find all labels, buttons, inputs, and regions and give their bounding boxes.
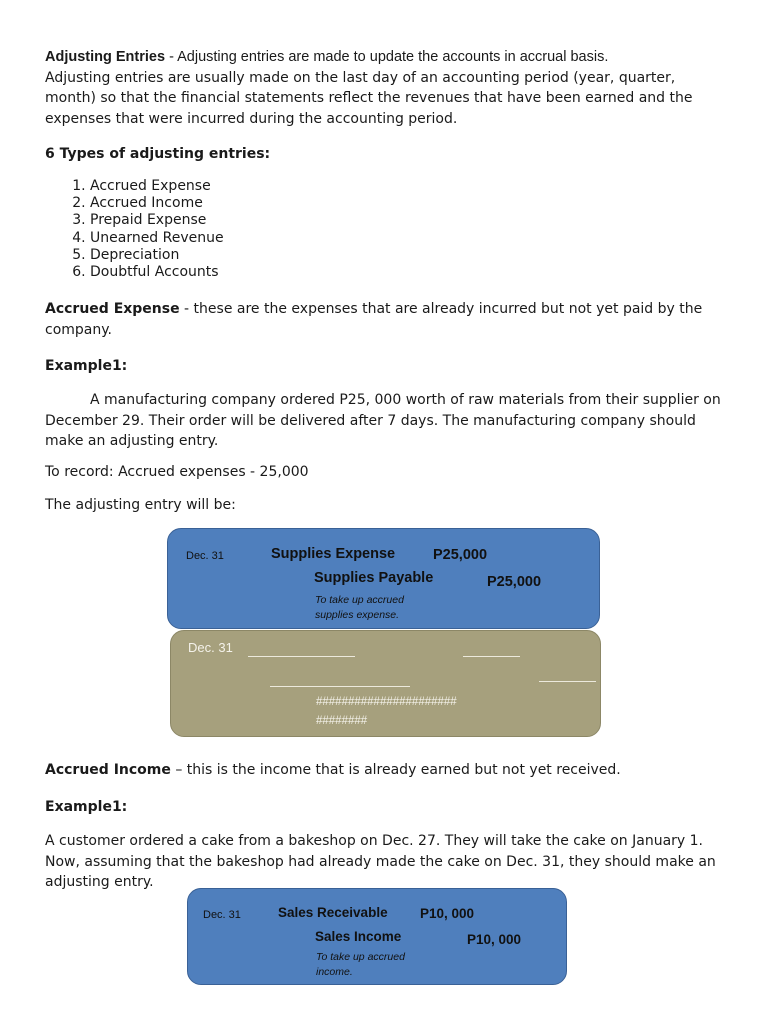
example-text: A manufacturing company ordered P25, 000 worth of raw materials from their supplier on December 29. Their order will be delivered after 7 days. The manufacturing company should make an adjusting entry. [45,392,721,449]
entry-memo-2: income. [316,966,353,978]
list-item: 3. Prepaid Expense [90,212,224,229]
debit-account: Supplies Expense [271,546,396,562]
template-hash-1: ###################### [316,696,457,708]
entry-memo-2: supplies expense. [315,609,400,621]
example-heading-2: Example1: [45,799,128,815]
entry-memo-1: To take up accrued [315,594,404,606]
example-paragraph [45,390,725,452]
blank-line [463,656,520,657]
intro-rest: Adjusting entries are usually made on the last day of an accounting period (year, quarter, month) so that the financial statements reflect the revenues that have been earned and the expenses that were incurred during the accounting period. [45,69,693,127]
term-accrued-expense: Accrued Expense [45,301,180,317]
debit-amount: P10, 000 [420,906,475,921]
credit-amount: P25,000 [487,574,542,590]
journal-entry-template-box [170,630,601,737]
accrued-expense-definition: - these are the expenses that are already incurred but not yet paid by the company. [45,301,703,338]
entry-date: Dec. 31 [186,550,224,562]
term-adjusting-entries: Adjusting Entries [45,49,166,65]
journal-entry-box [167,528,600,629]
intro-first-line: - Adjusting entries are made to update the accounts in accrual basis. [165,49,609,65]
accrued-income-paragraph [45,760,725,781]
types-list [45,178,224,281]
to-record-line: To record: Accrued expenses - 25,000 [45,464,309,480]
debit-amount: P25,000 [433,547,488,563]
list-item: 1. Accrued Expense [90,178,224,195]
list-item: 4. Unearned Revenue [90,230,224,247]
list-item: 6. Doubtful Accounts [90,264,224,281]
template-hash-2: ######## [316,715,368,727]
debit-account: Sales Receivable [278,905,388,920]
credit-account: Sales Income [315,929,402,944]
list-item: 5. Depreciation [90,247,224,264]
example-paragraph-2: A customer ordered a cake from a bakeshop on Dec. 27. They will take the cake on January 1. Now, assuming that the bakeshop had already made the cake on Dec. 31, they should make an adjusting entry. [45,833,716,890]
accrued-income-definition: – this is the income that is already earned but not yet received. [170,762,621,778]
credit-account: Supplies Payable [314,570,434,586]
adjusting-entry-label: The adjusting entry will be: [45,497,236,513]
journal-entry-box-2 [187,888,567,985]
list-item: 2. Accrued Income [90,195,224,212]
example-heading: Example1: [45,358,128,374]
intro-paragraph [45,47,725,129]
blank-line [539,681,596,682]
accrued-expense-paragraph [45,299,725,340]
credit-amount: P10, 000 [467,932,522,947]
blank-line [248,656,355,657]
term-accrued-income: Accrued Income [45,762,171,778]
entry-date: Dec. 31 [203,909,241,921]
blank-line [270,686,410,687]
entry-memo-1: To take up accrued [316,951,405,963]
template-date: Dec. 31 [188,640,233,655]
types-heading: 6 Types of adjusting entries: [45,146,271,162]
